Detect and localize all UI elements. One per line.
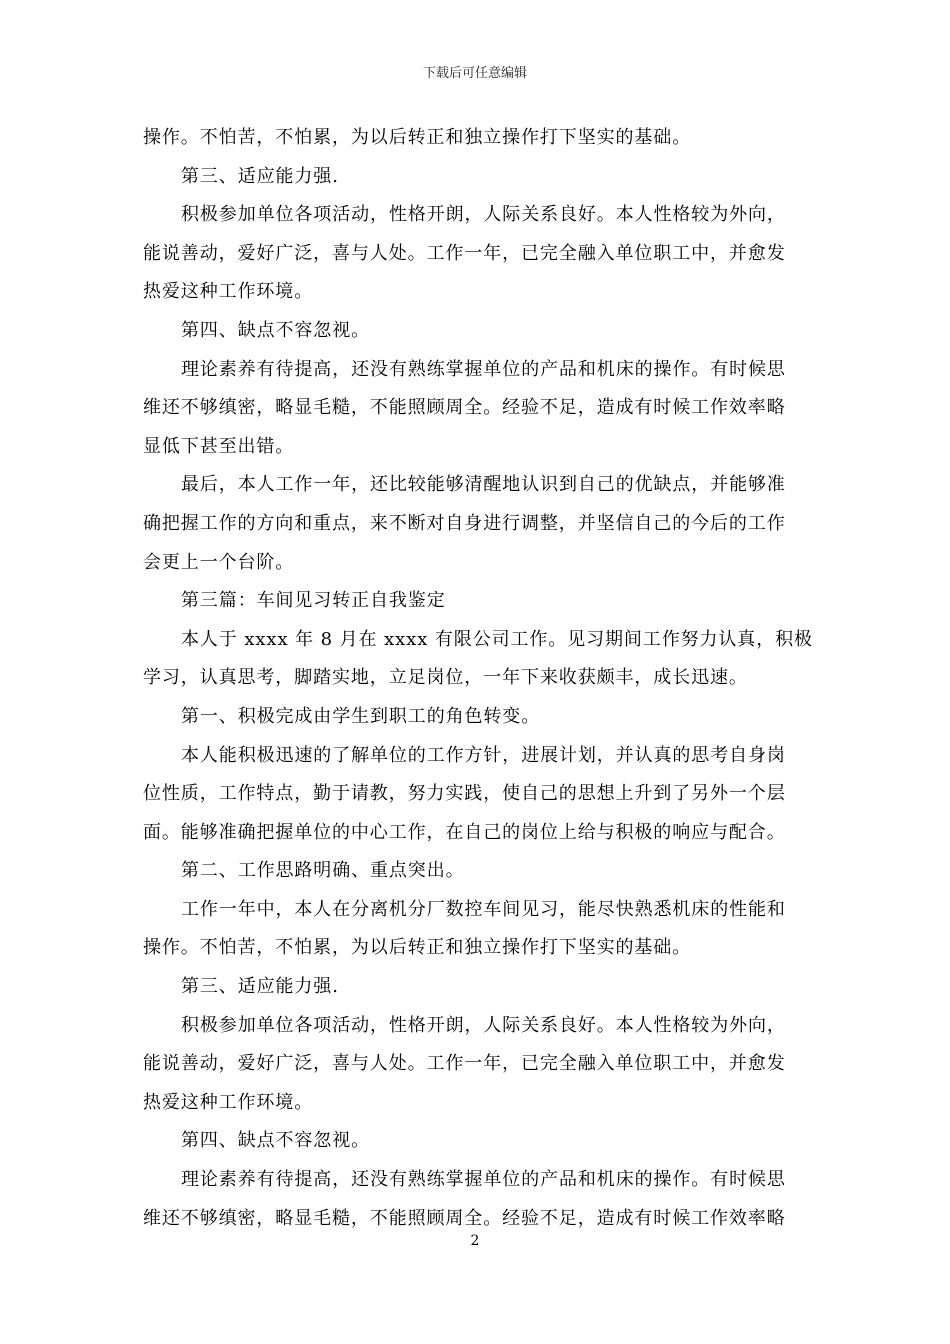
- paragraph-line: 积极参加单位各项活动，性格开朗，人际关系良好。本人性格较为外向，: [181, 204, 786, 226]
- paragraph-line: 工作一年中，本人在分离机分厂数控车间见习，能尽快熟悉机床的性能和: [181, 898, 786, 920]
- paragraph-line: 显低下甚至出错。: [143, 435, 295, 457]
- page-header: 下载后可任意编辑: [422, 66, 527, 81]
- section-heading: 第三、适应能力强.: [181, 165, 339, 187]
- paragraph-line: 热爱这种工作环境。: [143, 1091, 314, 1113]
- paragraph-line: 确把握工作的方向和重点，来不断对自身进行调整，并坚信自己的今后的工作: [143, 512, 786, 534]
- paragraph-line: 理论素养有待提高，还没有熟练掌握单位的产品和机床的操作。有时候思: [181, 1169, 786, 1191]
- paragraph-line: 维还不够缜密，略显毛糙，不能照顾周全。经验不足，造成有时候工作效率略: [143, 397, 786, 419]
- paragraph-line: 本人于 xxxx 年 8 月在 xxxx 有限公司工作。见习期间工作努力认真，积极: [181, 628, 813, 650]
- paragraph-line: 面。能够准确把握单位的中心工作，在自己的岗位上给与积极的响应与配合。: [143, 821, 786, 843]
- section-heading: 第一、积极完成由学生到职工的角色转变。: [181, 705, 541, 727]
- section-heading: 第四、缺点不容忽视。: [181, 1130, 370, 1152]
- section-heading: 第二、工作思路明确、重点突出。: [181, 860, 465, 882]
- paragraph-line: 积极参加单位各项活动，性格开朗，人际关系良好。本人性格较为外向，: [181, 1014, 786, 1036]
- section-heading: 第三、适应能力强.: [181, 976, 339, 998]
- paragraph-line: 热爱这种工作环境。: [143, 281, 314, 303]
- paragraph-line: 理论素养有待提高，还没有熟练掌握单位的产品和机床的操作。有时候思: [181, 358, 786, 380]
- chapter-title: 第三篇：车间见习转正自我鉴定: [181, 590, 446, 612]
- page-number: 2: [470, 1233, 480, 1249]
- paragraph-line: 操作。不怕苦，不怕累，为以后转正和独立操作打下坚实的基础。: [143, 127, 692, 148]
- paragraph-line: 操作。不怕苦，不怕累，为以后转正和独立操作打下坚实的基础。: [143, 937, 692, 959]
- section-heading: 第四、缺点不容忽视。: [181, 319, 370, 341]
- paragraph-line: 能说善动，爱好广泛，喜与人处。工作一年，已完全融入单位职工中，并愈发: [143, 1053, 786, 1075]
- paragraph-line: 维还不够缜密，略显毛糙，不能照顾周全。经验不足，造成有时候工作效率略: [143, 1207, 786, 1229]
- paragraph-line: 学习，认真思考，脚踏实地，立足岗位，一年下来收获颇丰，成长迅速。: [143, 667, 748, 689]
- paragraph-line: 会更上一个台阶。: [143, 551, 295, 573]
- paragraph-line: 最后，本人工作一年，还比较能够清醒地认识到自己的优缺点，并能够准: [181, 474, 786, 496]
- paragraph-line: 本人能积极迅速的了解单位的工作方针，进展计划，并认真的思考自身岗: [181, 744, 786, 766]
- paragraph-line: 位性质，工作特点，勤于请教，努力实践，使自己的思想上升到了另外一个层: [143, 783, 786, 805]
- document-body: [143, 119, 813, 1238]
- paragraph-line: 能说善动，爱好广泛，喜与人处。工作一年，已完全融入单位职工中，并愈发: [143, 242, 786, 264]
